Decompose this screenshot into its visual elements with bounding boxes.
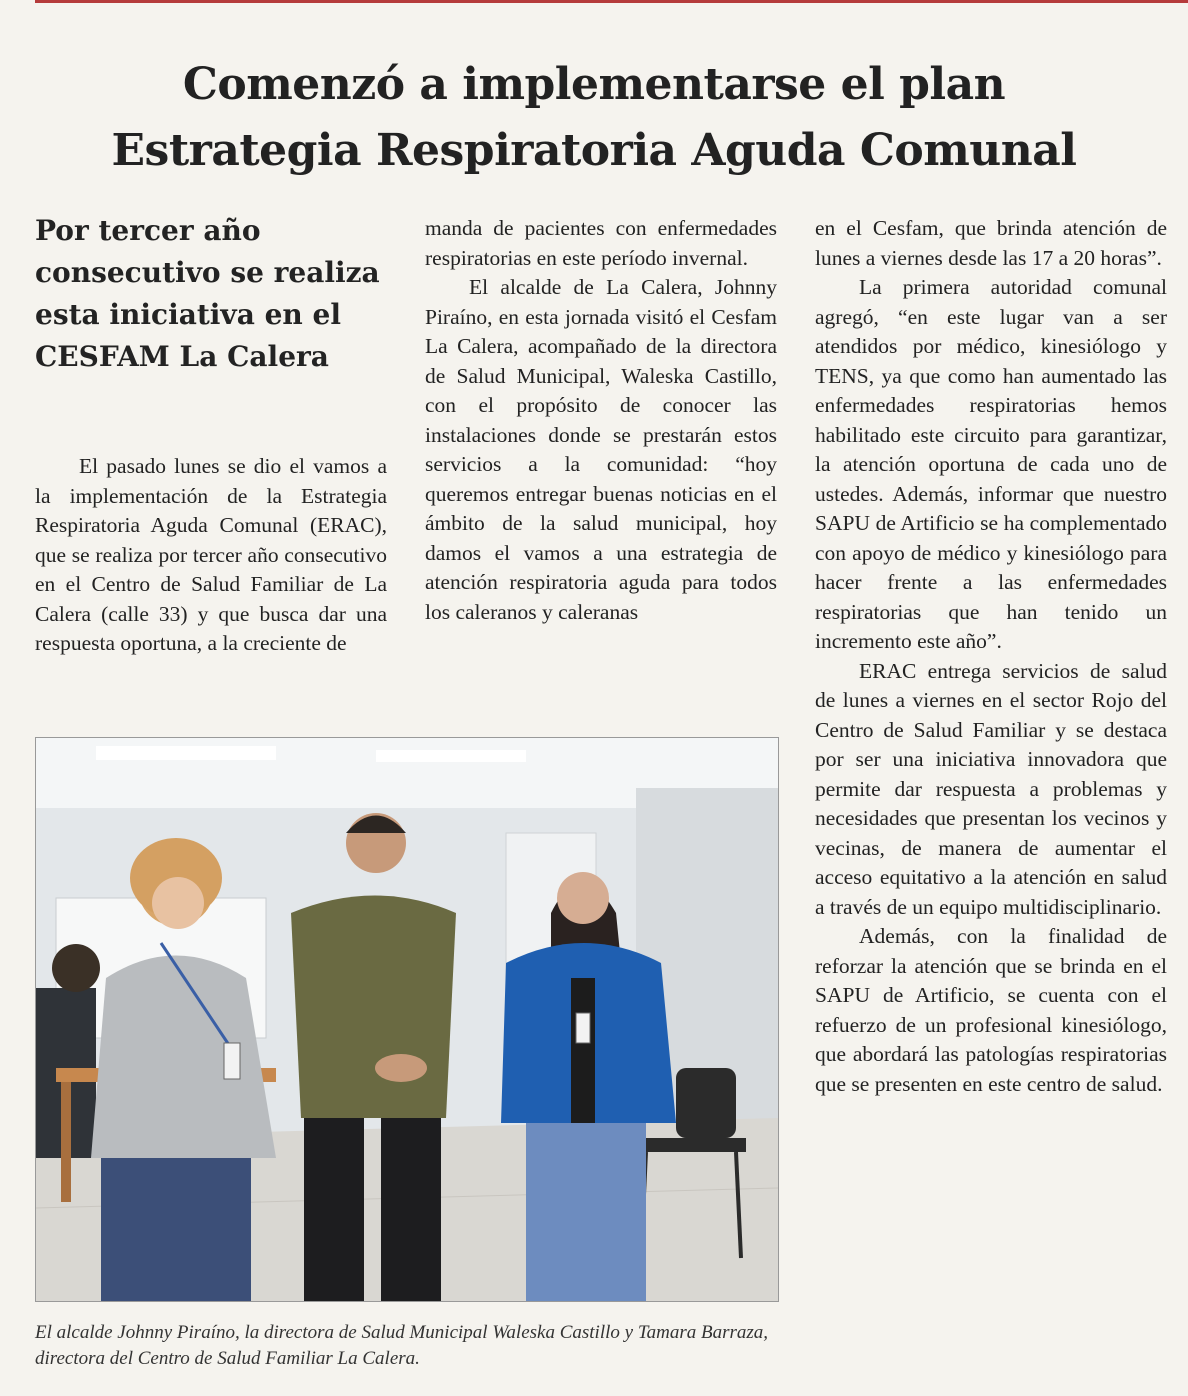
paragraph: en el Cesfam, que brinda atención de lunes a viernes desde las 17 a 20 horas”. [815, 216, 1167, 270]
top-rule [35, 0, 1188, 3]
column-2 [425, 214, 777, 627]
paragraph: El alcalde de La Calera, Johnny Piraíno, en esta jornada visitó el Cesfam La Calera, acompañado de la directora de Salud Municipal, Waleska Castillo, con el propósito de conocer las instalaciones donde se prestarán estos servicios a la comunidad: “hoy queremos entregar buenas noticias en el ámbito de la salud municipal, hoy damos el vamos a una estrategia de atención respiratoria aguda para todos los caleranos y caleranas [425, 275, 777, 624]
headline-line-1: Comenzó a implementarse el plan [182, 59, 1006, 110]
paragraph: La primera autoridad comunal agregó, “en este lugar van a ser atendidos por médico, kinesiólogo y TENS, ya que como han aumentado las enfermedades respiratorias hemos habilitado este circuito para garantizar, la atención oportuna de cada uno de ustedes. Además, informar que nuestro SAPU de Artificio se ha complementado con apoyo de médico y kinesiólogo para hacer frente a las enfermedades respiratorias que han tenido un incremento este año”. [815, 275, 1167, 653]
column-1 [35, 452, 387, 659]
article-photo [35, 737, 779, 1302]
headline-line-2: Estrategia Respiratoria Aguda Comunal [111, 125, 1077, 176]
column-3 [815, 214, 1167, 1099]
paragraph: manda de pacientes con enfermedades respiratorias en este período invernal. [425, 216, 777, 270]
photo-illustration [36, 738, 778, 1301]
subheadline: Por tercer año consecutivo se realiza esta iniciativa en el CESFAM La Calera [35, 214, 380, 373]
paragraph: El pasado lunes se dio el vamos a la implementación de la Estrategia Respiratoria Aguda Comunal (ERAC), que se realiza por tercer año consecutivo en el Centro de Salud Familiar de La Calera (calle 33) y que busca dar una respuesta oportuna, a la creciente de [35, 454, 387, 655]
paragraph: Además, con la finalidad de reforzar la atención que se brinda en el SAPU de Artificio, se cuenta con el refuerzo de un profesional kinesiólogo, que abordará las patologías respiratorias que se presenten en este centro de salud. [815, 924, 1167, 1096]
headline [0, 52, 1188, 184]
paragraph: ERAC entrega servicios de salud de lunes a viernes en el sector Rojo del Centro de Salud Familiar y se destaca por ser una iniciativa innovadora que permite dar respuesta a problemas y necesidades que presentan los vecinos y vecinas, de manera de aumentar el acceso equitativo a la atención en salud a través de un equipo multidisciplinario. [815, 658, 1167, 919]
photo-caption: El alcalde Johnny Piraíno, la directora de Salud Municipal Waleska Castillo y Tamara Barraza, directora del Centro de Salud Familiar La Calera. [35, 1322, 769, 1369]
